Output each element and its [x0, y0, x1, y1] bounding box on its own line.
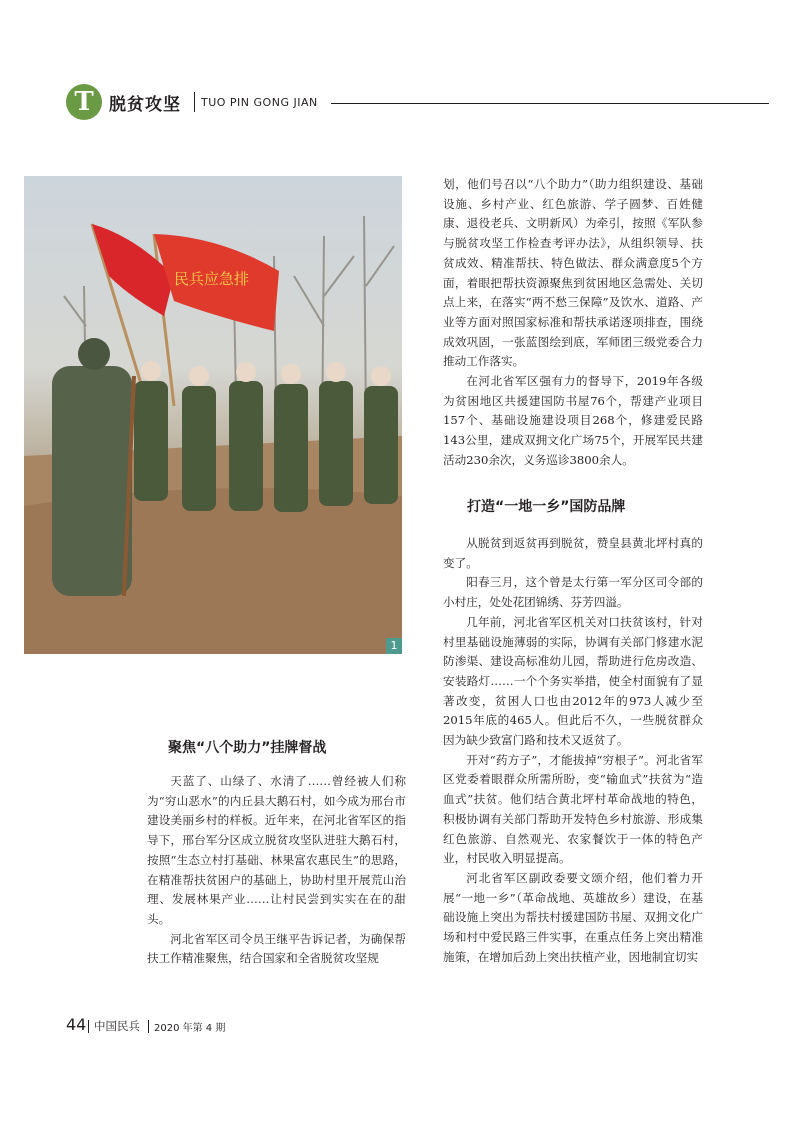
- issue-label: 2020 年第 4 期: [154, 1023, 226, 1034]
- magazine-name: 中国民兵: [94, 1019, 140, 1033]
- heading-national-defense-brand: 打造“一地一乡”国防品牌: [467, 499, 626, 515]
- left-paragraph-2: 河北省军区司令员王继平告诉记者，为确保帮扶工作精准聚焦，结合国家和全省脱贫攻坚规: [147, 931, 406, 966]
- page-header: [66, 84, 770, 122]
- heading-eight-aids: 聚焦“八个助力”挂牌督战: [168, 740, 327, 756]
- militia-photo: [24, 176, 402, 654]
- section-logo: T: [66, 84, 102, 120]
- right-paragraph-4: 阳春三月，这个曾是太行第一军分区司令部的小村庄，处处花团锦绣、芬芳四溢。: [443, 575, 703, 610]
- photo-number: 1: [386, 638, 402, 654]
- right-paragraph-3: 从脱贫到返贫再到脱贫，赞皇县黄北坪村真的变了。: [443, 536, 703, 570]
- footer-divider: [88, 1020, 89, 1033]
- left-paragraph-1: 天蓝了、山绿了、水清了……曾经被人们称为“穷山恶水”的内丘县大鹅石村，如今成为邢台市建设美丽乡村的样板。近年来，在河北省军区的指导下，邢台军分区成立脱贫攻坚队进驻大鹅石村，按照“生态立村打基础、林果富农惠民生”的思路，在精准帮扶贫困户的基础上，协助村里开展荒山治理、发展林果产业……让村民尝到实实在在的甜头。: [147, 774, 406, 926]
- page-number: 44: [66, 1015, 87, 1034]
- flag-text: 民兵应急排: [174, 270, 250, 288]
- right-column-bottom: [443, 534, 703, 967]
- header-rule: [331, 103, 769, 104]
- right-paragraph-5: 几年前，河北省军区机关对口扶贫该村，针对村里基础设施薄弱的实际，协调有关部门修建水泥防渗渠、建设高标准幼儿园，帮助进行危房改造、安装路灯……一个个务实举措，使全村面貌有了显著改变，贫困人口也由2012年的973人减少至2015年底的465人。但此后不久，一些脱贫群众因为缺少致富门路和技术又返贫了。: [443, 614, 703, 748]
- left-column-text: [147, 772, 406, 969]
- photo-illustration: [24, 176, 402, 654]
- right-paragraph-7: 河北省军区副政委要文颂介绍，他们着力开展“一地一乡”（革命战地、英雄故乡）建设，在基础设施上突出为帮扶村援建国防书屋、双拥文化广场和村中爱民路三件实事，在重点任务上突出精准施策，在增加后劲上突出扶植产业，因地制宜切实: [443, 870, 703, 964]
- header-divider: [194, 92, 195, 112]
- section-title: 脱贫攻坚: [109, 95, 181, 115]
- section-pinyin: TUO PIN GONG JIAN: [201, 96, 318, 109]
- right-column-top: [443, 175, 703, 471]
- right-paragraph-1: 划，他们号召以“八个助力”（助力组织建设、基础设施、乡村产业、红色旅游、学子圆梦、百姓健康、退役老兵、文明新风）为牵引，按照《军队参与脱贫攻坚工作检查考评办法》，从组织领导、扶贫成效、精准帮扶、特色做法、群众满意度5个方面，着眼把帮扶资源聚焦到贫困地区急需处、关切点上来，在落实“两不愁三保障”及饮水、道路、产业等方面对照国家标准和帮扶承诺逐项排查，围绕成效巩固，一张蓝图绘到底，军师团三级党委合力推动工作落实。: [443, 177, 703, 369]
- footer-divider: [148, 1020, 149, 1033]
- right-paragraph-6: 开对“药方子”，才能拔掉“穷根子”。河北省军区党委着眼群众所需所盼，变“输血式”扶贫为“造血式”扶贫。他们结合黄北坪村革命战地的特色，积极协调有关部门帮助开发特色乡村旅游、形成集红色旅游、自然观光、农家餐饮于一体的特色产业，村民收入明显提高。: [443, 752, 703, 866]
- right-paragraph-2: 在河北省军区强有力的督导下，2019年各级为贫困地区共援建国防书屋76个，帮建产业项目157个、基础设施建设项目268个，修建爱民路143公里，建成双拥文化广场75个，开展军民共建活动230余次，义务巡诊3800余人。: [443, 374, 703, 467]
